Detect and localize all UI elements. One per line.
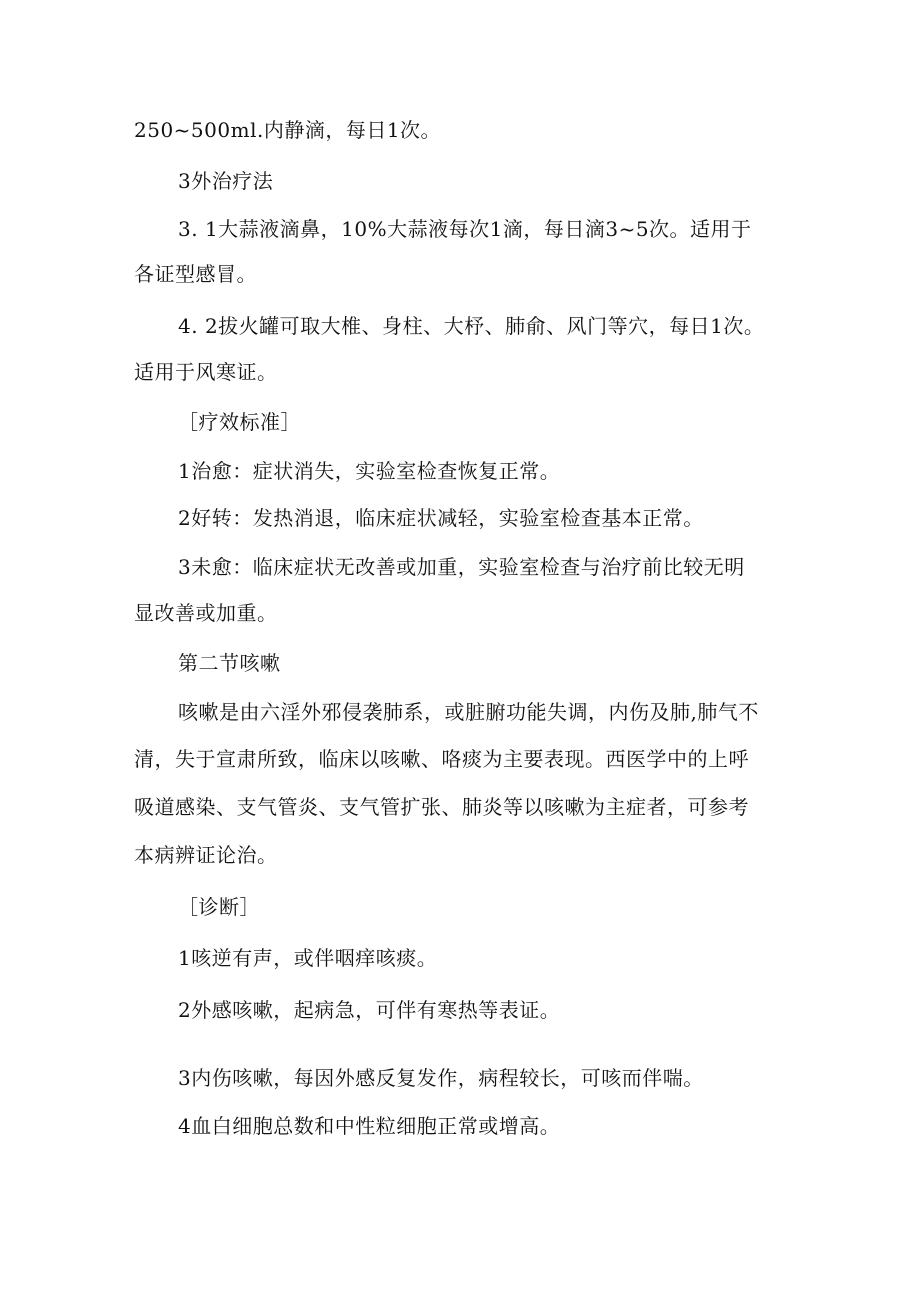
heading-diagnosis: ［诊断］ (178, 895, 260, 919)
criteria-not-cured-cont: 显改善或加重。 (134, 601, 278, 625)
paragraph-cough-definition-line-2: 清，失于宣肃所致，临床以咳嗽、咯痰为主要表现。西医学中的上呼 (134, 747, 749, 771)
diagnosis-item-1: 1咳逆有声，或伴咽痒咳痰。 (178, 946, 438, 970)
paragraph-cough-definition-line-3: 吸道感染、支气管炎、支气管扩张、肺炎等以咳嗽为主症者，可参考 (134, 795, 749, 819)
section-heading-external-therapy: 3外治疗法 (178, 169, 274, 193)
criteria-cured: 1治愈：症状消失，实验室检查恢复正常。 (178, 459, 561, 483)
paragraph-garlic-nasal-drops: 3. 1大蒜液滴鼻，10%大蒜液每次1滴，每日滴3~5次。适用于 (178, 217, 752, 241)
criteria-not-cured: 3未愈：临床症状无改善或加重，实验室检查与治疗前比较无明 (178, 555, 745, 579)
diagnosis-item-3: 3内伤咳嗽，每因外感反复发作，病程较长，可咳而伴喘。 (178, 1066, 704, 1090)
diagnosis-item-2: 2外感咳嗽，起病急，可伴有寒热等表证。 (178, 998, 561, 1022)
dosage-continuation-line: 250~500ml.内静滴，每日1次。 (134, 118, 442, 142)
diagnosis-item-4: 4血白细胞总数和中性粒细胞正常或增高。 (178, 1114, 561, 1138)
criteria-improved: 2好转：发热消退，临床症状减轻，实验室检查基本正常。 (178, 506, 704, 530)
paragraph-cough-definition: 咳嗽是由六淫外邪侵袭肺系，或脏腑功能失调，内伤及肺,肺气不 (178, 700, 759, 724)
paragraph-garlic-nasal-drops-cont: 各证型感冒。 (134, 262, 257, 286)
heading-efficacy-criteria: ［疗效标准］ (178, 410, 301, 434)
section-title-cough: 第二节咳嗽 (178, 651, 281, 675)
paragraph-cough-definition-line-4: 本病辨证论治。 (134, 843, 278, 867)
paragraph-cupping: 4. 2拔火罐可取大椎、身柱、大杼、肺俞、风门等穴，每日1次。 (178, 314, 765, 338)
paragraph-cupping-cont: 适用于风寒证。 (134, 360, 278, 384)
